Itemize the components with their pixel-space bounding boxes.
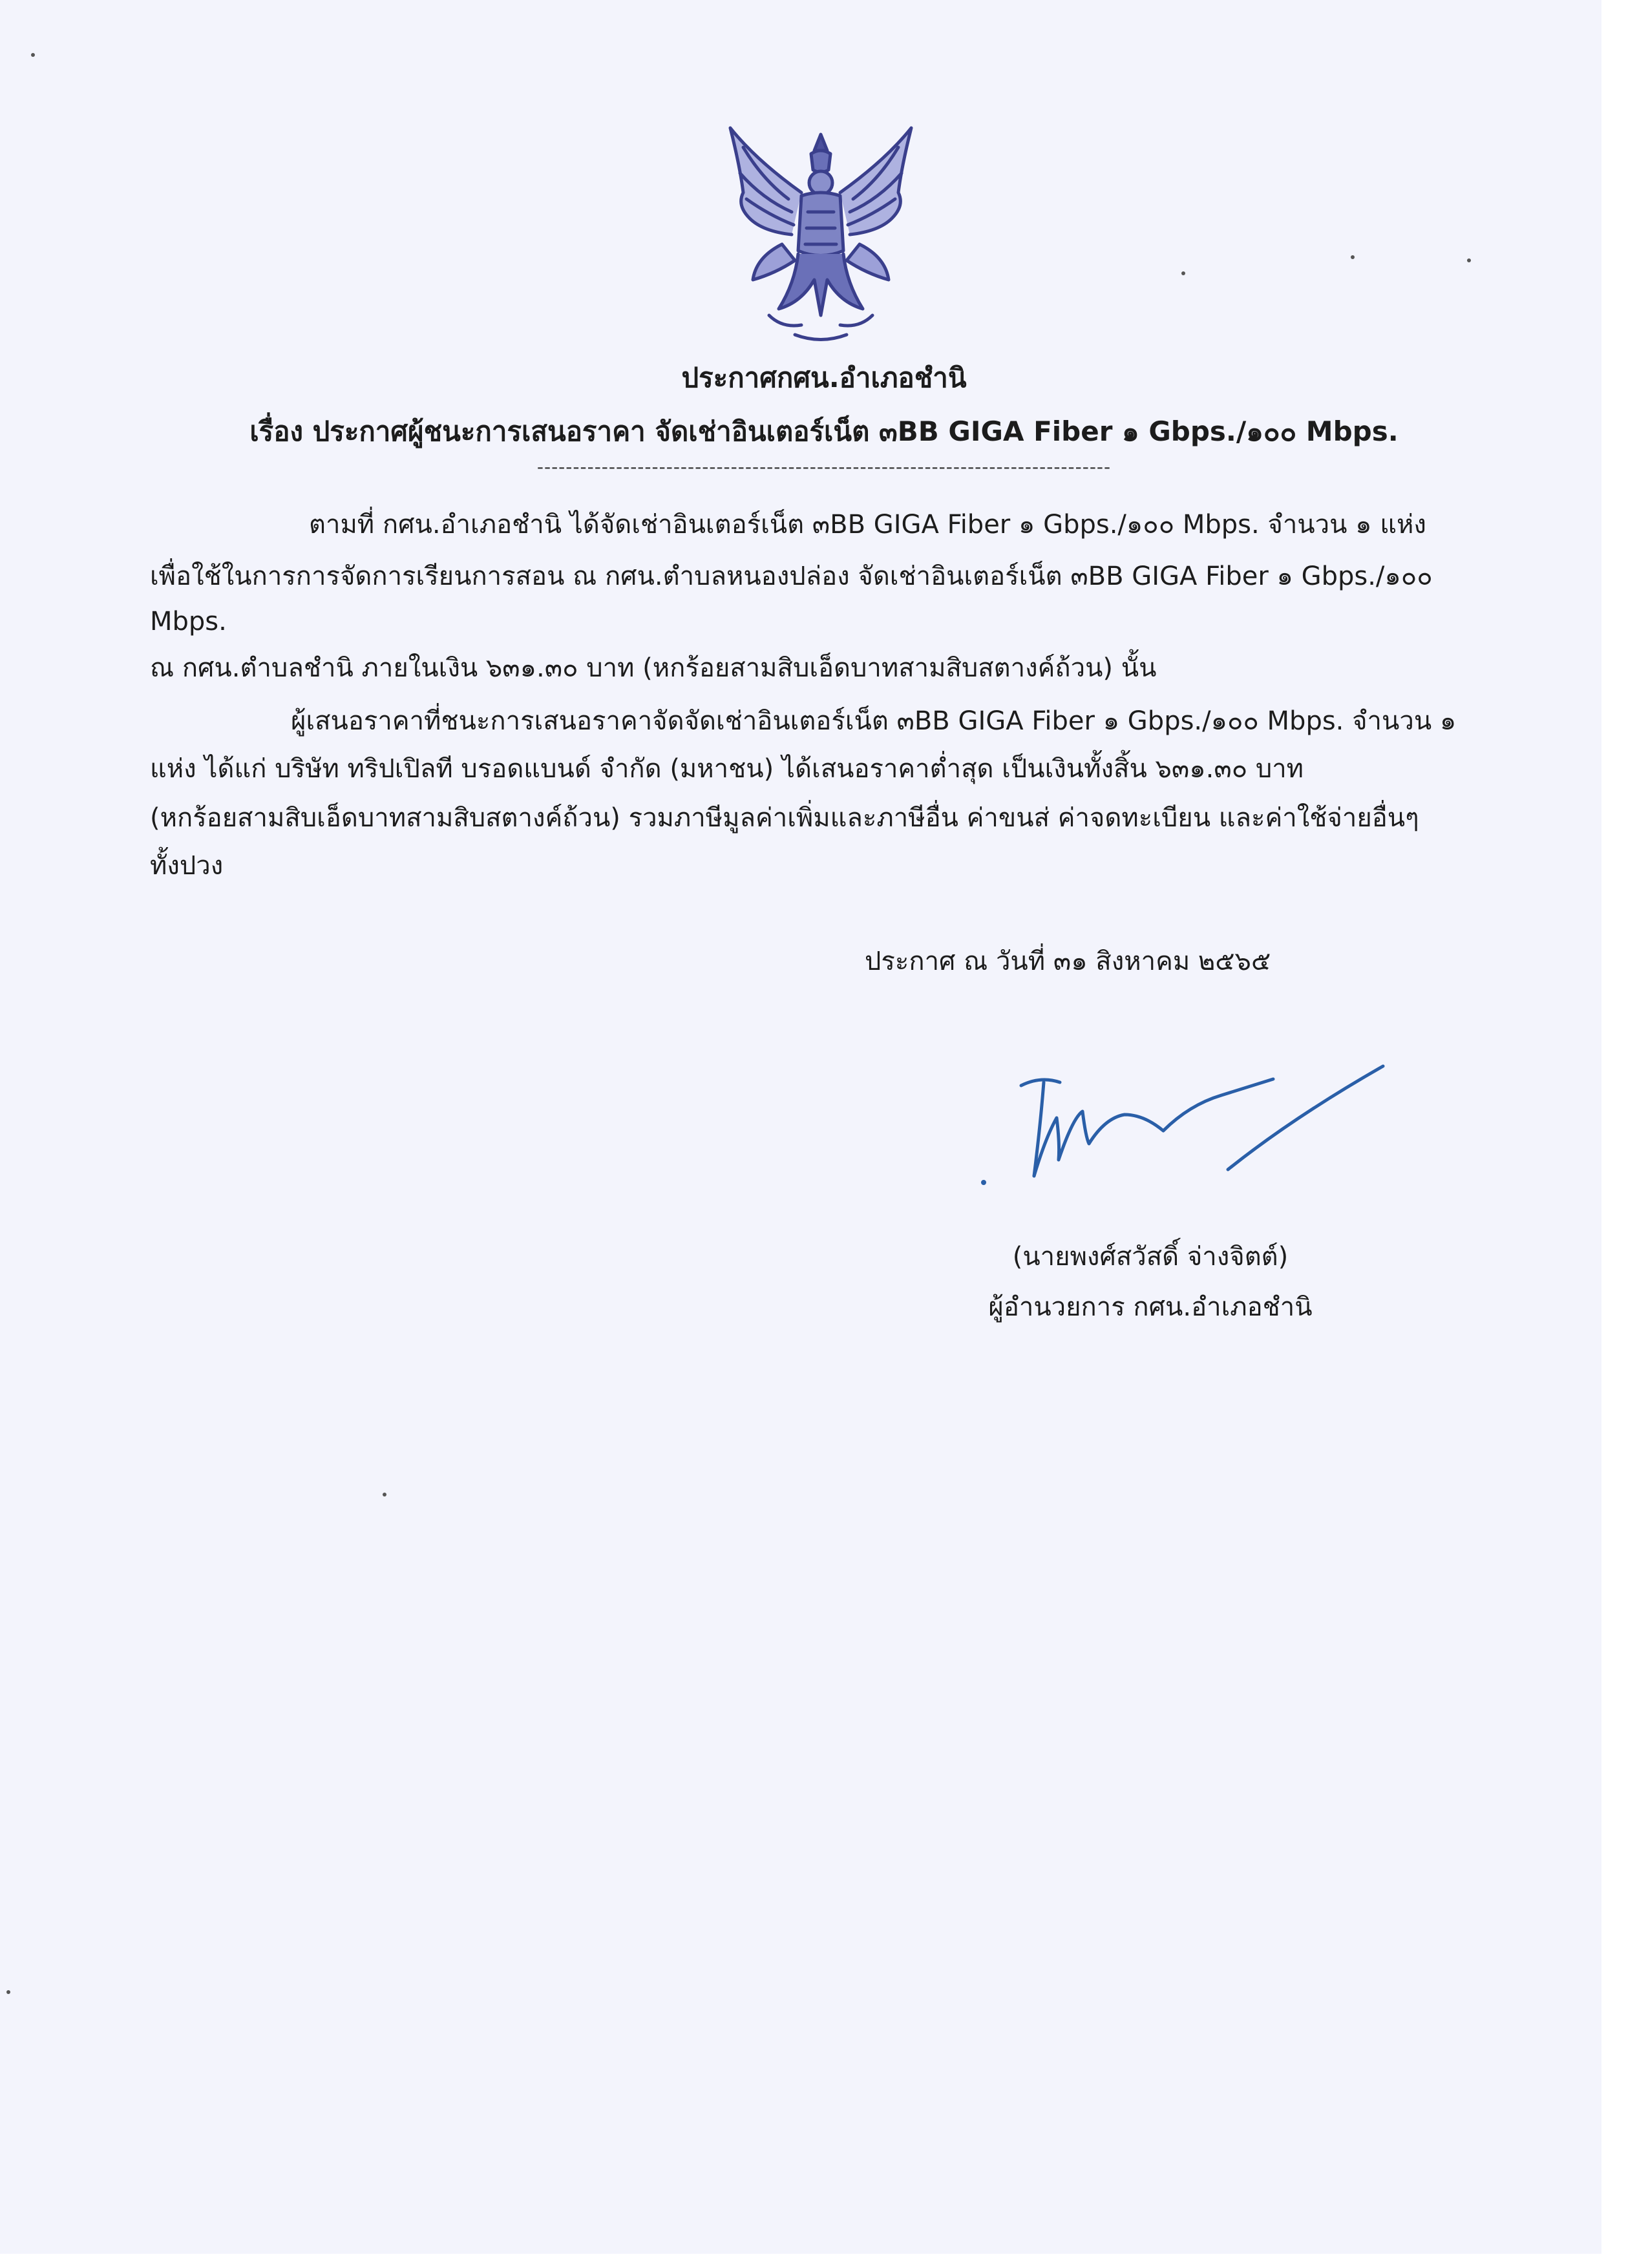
scan-edge-right	[1601, 0, 1648, 2268]
scan-speck	[1467, 258, 1471, 262]
separator-line: --------------------------------------------------------------------------------	[536, 456, 1112, 478]
paragraph3-line4: ทั้งปวง	[150, 851, 224, 881]
paragraph1-line3: Mbps.	[150, 607, 227, 636]
signer-position: ผู้อำนวยการ กศน.อำเภอชำนิ	[988, 1292, 1313, 1322]
signature	[969, 1047, 1396, 1202]
paragraph3-line2: แห่ง ได้แก่ บริษัท ทริปเปิลที บรอดแบนด์ จำกัด (มหาชน) ได้เสนอราคาต่ำสุด เป็นเงินทั้งสิ้น ๖๓๑.๓๐ บาท	[150, 754, 1304, 784]
scan-speck	[31, 53, 35, 57]
scan-edge-bottom	[0, 2254, 1648, 2268]
document-subject: เรื่อง ประกาศผู้ชนะการเสนอราคา จัดเช่าอินเตอร์เน็ต ๓BB GIGA Fiber ๑ Gbps./๑๐๐ Mbps.	[249, 415, 1399, 447]
paragraph1-line2: เพื่อใช้ในการการจัดการเรียนการสอน ณ กศน.ตำบลหนองปล่อง จัดเช่าอินเตอร์เน็ต ๓BB GIGA Fiber ๑ Gbps./๑๐๐	[150, 562, 1433, 591]
signer-name: (นายพงศ์สวัสดิ์ จ่างจิตต์)	[1012, 1242, 1289, 1272]
announcement-date: ประกาศ ณ วันที่ ๓๑ สิงหาคม ๒๕๖๕	[865, 947, 1271, 976]
paragraph3-line3: (หกร้อยสามสิบเอ็ดบาทสามสิบสตางค์ถ้วน) รวมภาษีมูลค่าเพิ่มและภาษีอื่น ค่าขนส่ ค่าจดทะเบียน และค่าใช้จ่ายอื่นๆ	[150, 803, 1419, 833]
paragraph1-line1: ตามที่ กศน.อำเภอชำนิ ได้จัดเช่าอินเตอร์เน็ต ๓BB GIGA Fiber ๑ Gbps./๑๐๐ Mbps. จำนวน ๑ แห่ง	[309, 510, 1426, 540]
document-title: ประกาศกศน.อำเภอชำนิ	[681, 362, 967, 394]
scan-speck	[1181, 271, 1185, 275]
garuda-emblem-icon	[717, 121, 924, 348]
scan-speck	[383, 1493, 386, 1496]
scan-speck	[1351, 255, 1355, 259]
scan-speck	[6, 1990, 10, 1994]
paragraph3-line1: ผู้เสนอราคาที่ชนะการเสนอราคาจัดจัดเช่าอินเตอร์เน็ต ๓BB GIGA Fiber ๑ Gbps./๑๐๐ Mbps. จำนวน ๑	[291, 706, 1457, 736]
paragraph2-line1: ณ กศน.ตำบลชำนิ ภายในเงิน ๖๓๑.๓๐ บาท (หกร้อยสามสิบเอ็ดบาทสามสิบสตางค์ถ้วน) นั้น	[150, 653, 1157, 683]
